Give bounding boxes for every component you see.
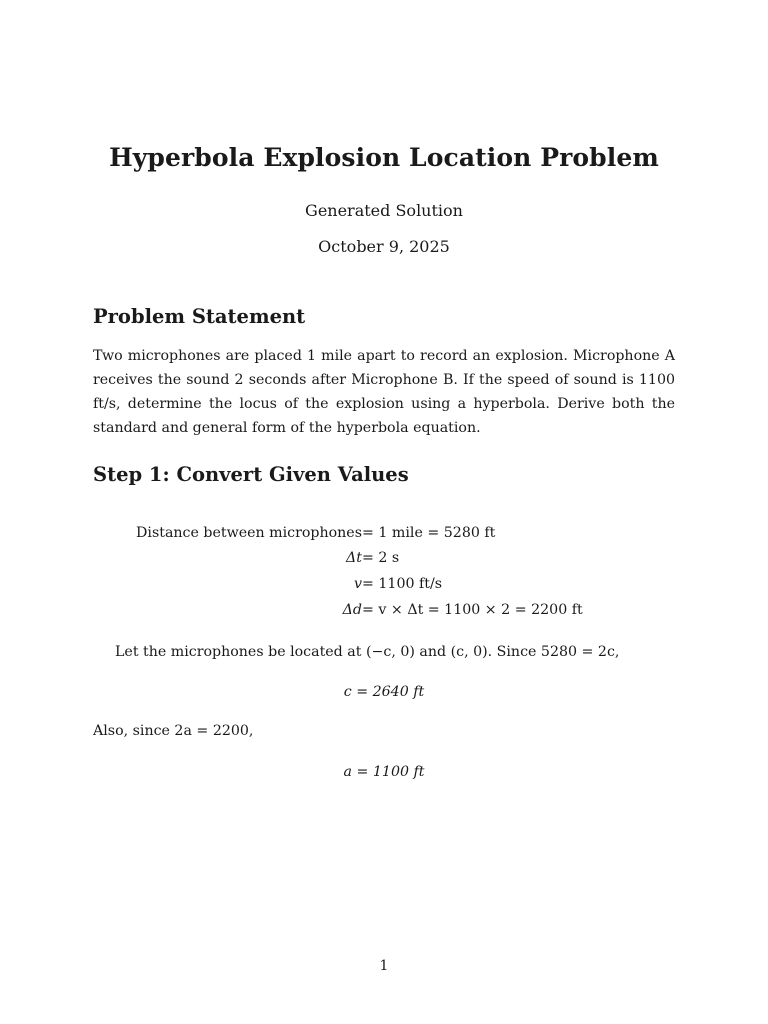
equation-lhs: Δt [346,550,362,566]
equation-row [0,602,768,624]
equation-rhs: = v × Δt = 1100 × 2 = 2200 ft [362,602,583,618]
paper-author: Generated Solution [305,201,463,220]
equation-row [0,525,768,547]
page-number: 1 [379,958,389,974]
equation-row [0,576,768,598]
also-text: Also, since 2a = 2200, [93,723,254,739]
equation-lhs: Δd [342,602,362,618]
equation-lhs: v [353,576,362,592]
equation-rhs: = 1100 ft/s [362,576,443,592]
problem-statement-paragraph: Two microphones are placed 1 mile apart to record an explosion. Microphone A receives the sound 2 seconds after Microphone B. If the speed of sound is 1100 ft/s, determine the locus of the explosion using a hyperbola. Derive both the standard and general form of the hyperbola equation. [93,348,675,436]
equation-lhs: Distance between microphones [136,525,362,541]
equation-rhs: = 1 mile = 5280 ft [362,525,496,541]
equation-row [0,550,768,572]
section-heading-problem-statement: Problem Statement [93,305,306,328]
equation-c: c = 2640 ft [343,684,425,700]
paper-date: October 9, 2025 [318,237,450,256]
paper-title: Hyperbola Explosion Location Problem [109,143,659,172]
microphone-location-text: Let the microphones be located at (−c, 0) and (c, 0). Since 5280 = 2c, [115,644,620,660]
equation-a: a = 1100 ft [343,764,425,780]
equation-rhs: = 2 s [362,550,400,566]
section-heading-step-1: Step 1: Convert Given Values [93,463,409,486]
